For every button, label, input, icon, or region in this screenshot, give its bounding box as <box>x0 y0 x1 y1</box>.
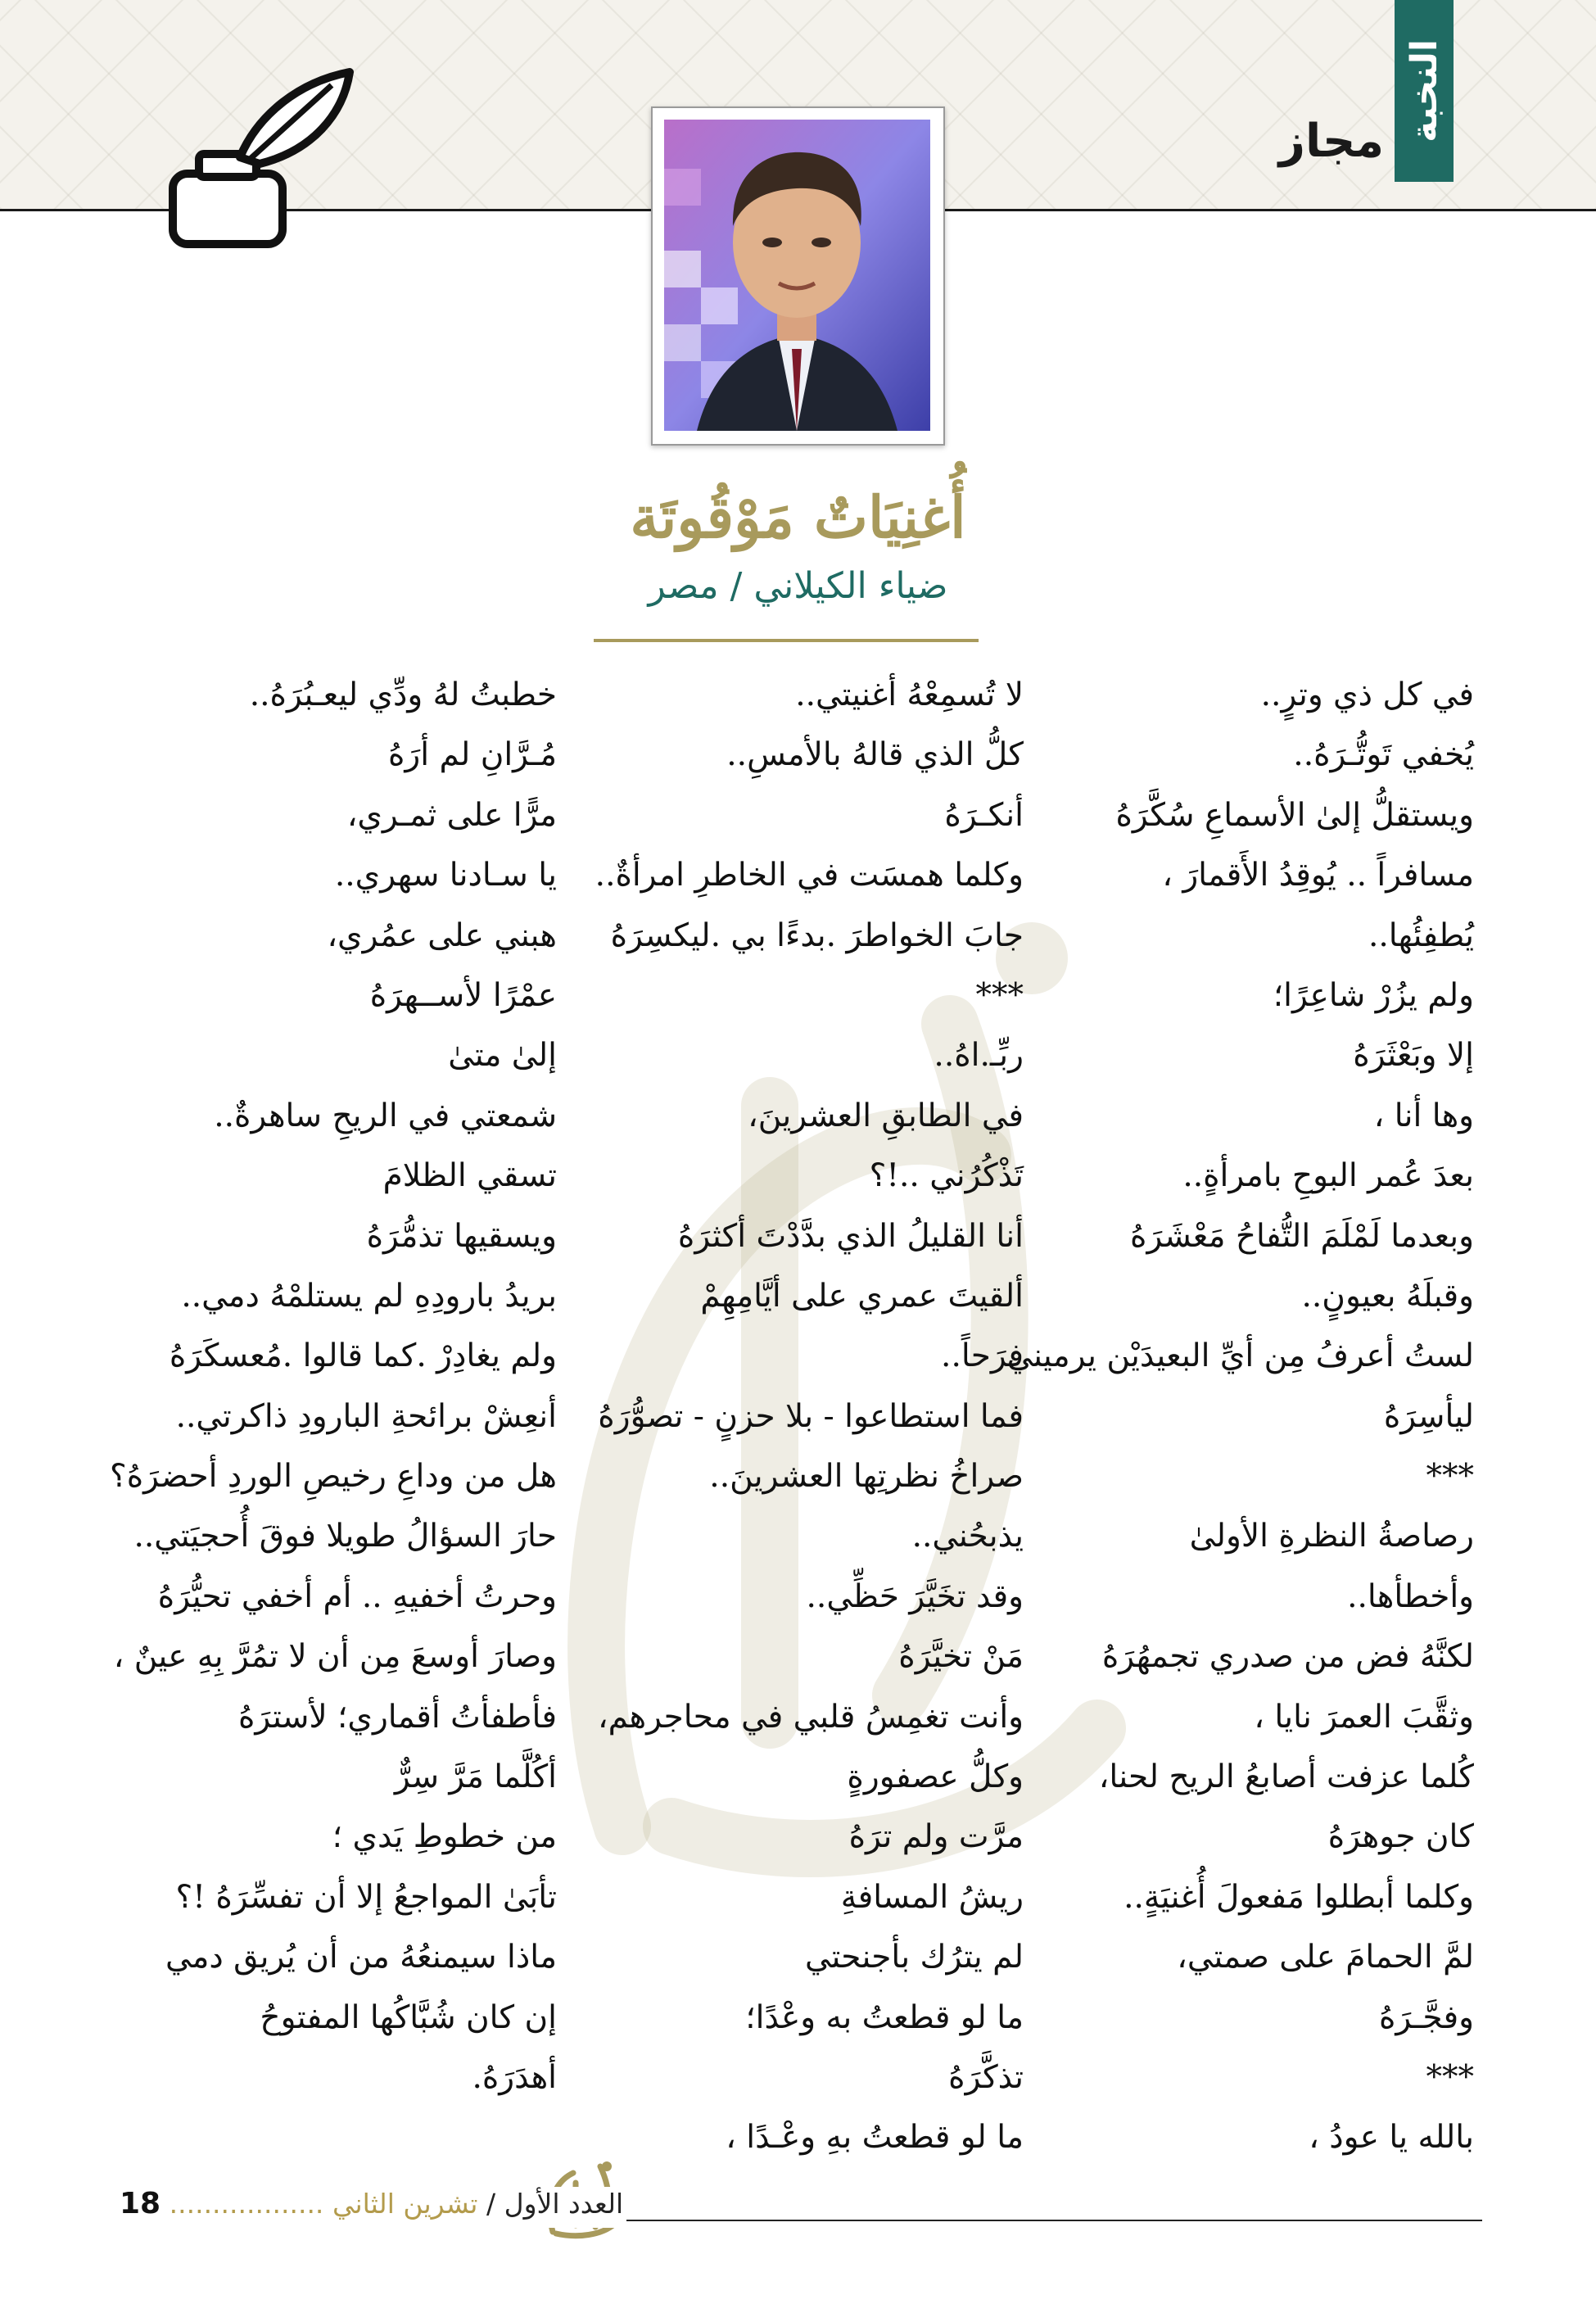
author-byline: ضياء الكيلاني / مصر <box>648 565 948 607</box>
poem-line: وفجَّـرَهُ <box>1378 1998 1474 2036</box>
poem-line: وقبلَهُ بعيونٍ.. <box>1301 1277 1474 1315</box>
poem-line: لمَّ الحمامَ على صمتي، <box>1177 1939 1474 1976</box>
poem-line: مسافراً .. يُوقِدُ الأَقمارَ ، <box>1162 857 1474 894</box>
poem-line: شمعتي في الريحِ ساهرةٌ.. <box>214 1097 557 1134</box>
inkwell-quill-icon <box>168 66 356 254</box>
section-tab <box>1395 0 1454 182</box>
poem-line: وكلما أبطلوا مَفعولَ أُغنيَةٍ.. <box>1124 1878 1474 1916</box>
poem-line: رصاصةُ النظرةِ الأولىٰ <box>1189 1518 1474 1555</box>
poem-line: مرًّا على ثمـري، <box>346 796 557 834</box>
poem-line: خطبتُ لهُ ودِّي ليعـبُرَهُ.. <box>249 677 557 713</box>
poem-line: هبني على عمُري، <box>327 917 557 954</box>
poem-line: كُلما عزفت أصابعُ الريح لحنا، <box>1098 1758 1474 1796</box>
poem-line: يُخفي تَوتُّـرَهُ.. <box>1293 736 1474 774</box>
poem-line: بريدُ بارودِهِ لم يستلمْهُ دمي.. <box>181 1277 557 1315</box>
poem-line: عمْرًا لأســهرَهُ <box>369 976 557 1014</box>
footer-month: تشرين الثاني <box>332 2188 478 2220</box>
section-tab-label: النخبة <box>1403 39 1445 143</box>
poem-line: أكُلَّما مَرَّ سِرٌّ <box>394 1758 557 1796</box>
poem-line: مَنْ تخيَّرَهُ <box>898 1638 1024 1676</box>
poem-line: ألقيتَ عمري على أيَّامِهِمْ <box>700 1277 1024 1315</box>
poem-line: أنكـرَهُ <box>944 796 1024 834</box>
poem-line: يذبحُني.. <box>911 1518 1024 1555</box>
poem-line: ليأسِرَهُ <box>1383 1397 1474 1435</box>
poem-line: كان جوهرَهُ <box>1327 1818 1474 1856</box>
poem-line: وأخطأها.. <box>1347 1577 1474 1615</box>
poem-line: *** <box>1426 1458 1474 1496</box>
poem-line: بعدَ عُمر البوحِ بامرأةٍ.. <box>1182 1157 1474 1195</box>
poem-line: *** <box>975 976 1024 1014</box>
poem-line: هل من وداعِ رخيصِ الوردِ أحضرَهُ؟ <box>110 1458 557 1496</box>
author-photo <box>651 106 945 446</box>
poem-line: ويسقيها تذمُّرَهُ <box>366 1217 557 1255</box>
poem-line: ولم يزُرْ شاعِرًا؛ <box>1273 976 1474 1014</box>
poem-line: جابَ الخواطرَ .بدءًا بي .ليكسِرَهُ <box>610 917 1024 954</box>
poem-line: مُـرَّانِ لم أرَهُ <box>387 736 557 774</box>
poem-line: تأبَىٰ المواجعُ إلا أن تفسِّرَهُ !؟ <box>175 1878 557 1916</box>
poem-line: لا تُسمِعْهُ أغنيتي.. <box>795 677 1024 713</box>
poem-line: تسقي الظلامَ <box>382 1157 557 1195</box>
poem-line: أنعِشْ برائحةِ البارودِ ذاكرتي.. <box>175 1397 557 1435</box>
poem-line: وثقَّبَ العمرَ نايا ، <box>1254 1698 1474 1736</box>
footer-issue: العدد الأول <box>504 2188 624 2220</box>
poem-line: ماذا سيمنعُهُ من أن يُريق دمي <box>165 1939 557 1976</box>
poem-line: ما لو قطعتُ بهِ وعْـدًا ، <box>726 2119 1024 2157</box>
poem-line: وأنت تغمِسُ قلبي في محاجرهم، <box>597 1698 1024 1736</box>
poem-line: إن كان شُبَّاكُها المفتوحُ <box>260 1998 557 2036</box>
poem-line: وقد تخَيَّرَ حَظِّي.. <box>806 1577 1024 1615</box>
poem-line: من خطوطِ يَدي ؛ <box>332 1818 557 1856</box>
poem-line: في كل ذي وترٍ.. <box>1260 677 1474 713</box>
poem-line: إلا وبَعْثَرَهُ <box>1353 1037 1474 1075</box>
poem-line: وبعدما لَمْلَمَ التُّفاحُ مَعْشَرَهُ <box>1130 1217 1474 1255</box>
poem-line: تَذْكُرُني ..!؟ <box>869 1157 1024 1195</box>
poem-line: وكلما همسَت في الخاطرِ امرأةٌ.. <box>595 857 1024 894</box>
article-title: أُغنِيَاتٌ مَوْقُوتَة <box>630 483 966 551</box>
poem-line: كلُّ الذي قالهُ بالأمسِ.. <box>726 736 1024 774</box>
poem-line: لكنَّهُ فض من صدري تجمهُرَهُ <box>1101 1638 1474 1676</box>
poem-line: ما لو قطعتُ به وعْدًا؛ <box>745 1998 1024 2036</box>
poem-line: وحرتُ أخفيهِ .. أم أخفي تحيُّرَهُ <box>157 1577 557 1615</box>
poem-line: ويستقلُّ إلىٰ الأسماعِ سُكَّرَهُ <box>1115 796 1474 834</box>
title-divider <box>594 639 979 642</box>
poem-line: لم يترُك بأجنحتي <box>805 1939 1024 1976</box>
poem-line: يا سـادنا سهري.. <box>334 857 557 894</box>
poem-line: وها أنا ، <box>1373 1097 1474 1134</box>
poem-line: ربِّـ.اهُ.. <box>934 1037 1024 1075</box>
poem-line: تذكَّرَهُ <box>948 2058 1024 2096</box>
poem-column-right <box>1006 665 1474 2168</box>
poem-line: إلىٰ متىٰ <box>448 1037 557 1075</box>
poem-column-middle <box>565 665 1024 2168</box>
poem-line: صراخُ نظرتِها العشرينَ.. <box>709 1458 1024 1496</box>
poem-line: يُطفِئُها.. <box>1368 917 1474 954</box>
poem-line: *** <box>1426 2058 1474 2096</box>
poem-line: بالله يا عودُ ، <box>1309 2119 1474 2157</box>
poem-line: وكلُّ عصفورةٍ <box>847 1758 1024 1796</box>
poem-line: أهدَرَهُ. <box>472 2058 557 2096</box>
section-name: مجاز <box>1278 115 1384 168</box>
poem-line: فما استطاعوا - بلا حزنٍ - تصوُّرَهُ <box>598 1397 1024 1435</box>
poem-column-left <box>106 665 557 2107</box>
poem-line: أنا القليلُ الذي بدَّدْتَ أكثرَهُ <box>677 1217 1024 1255</box>
poem-line: فأطفأتُ أقماري؛ لأسترَهُ <box>238 1698 557 1736</box>
footer-separator: / <box>486 2188 496 2220</box>
poem-line: ريشُ المسافةِ <box>840 1878 1024 1916</box>
poem-line: مرَّت ولم ترَهُ <box>848 1818 1024 1856</box>
poem-line: وصارَ أوسعَ مِن أن لا تمُرَّ بِهِ عينٌ ، <box>113 1638 557 1676</box>
poem-line: في الطابقِ العشرينَ، <box>748 1097 1024 1134</box>
page-number: 18 <box>120 2187 161 2220</box>
footer-issue-info <box>115 2187 623 2228</box>
poem-line: فرَحاً.. <box>941 1338 1024 1375</box>
footer-dots: .................. <box>169 2188 324 2220</box>
poem-line: لستُ أعرفُ مِن أيِّ البعيدَيْن يرميني <box>1006 1338 1474 1375</box>
poem-line: حارَ السؤالُ طويلا فوقَ أُحجيَتي.. <box>133 1518 557 1555</box>
poem-line: ولم يغادِرْ .كما قالوا .مُعسكَرَهُ <box>169 1338 557 1375</box>
